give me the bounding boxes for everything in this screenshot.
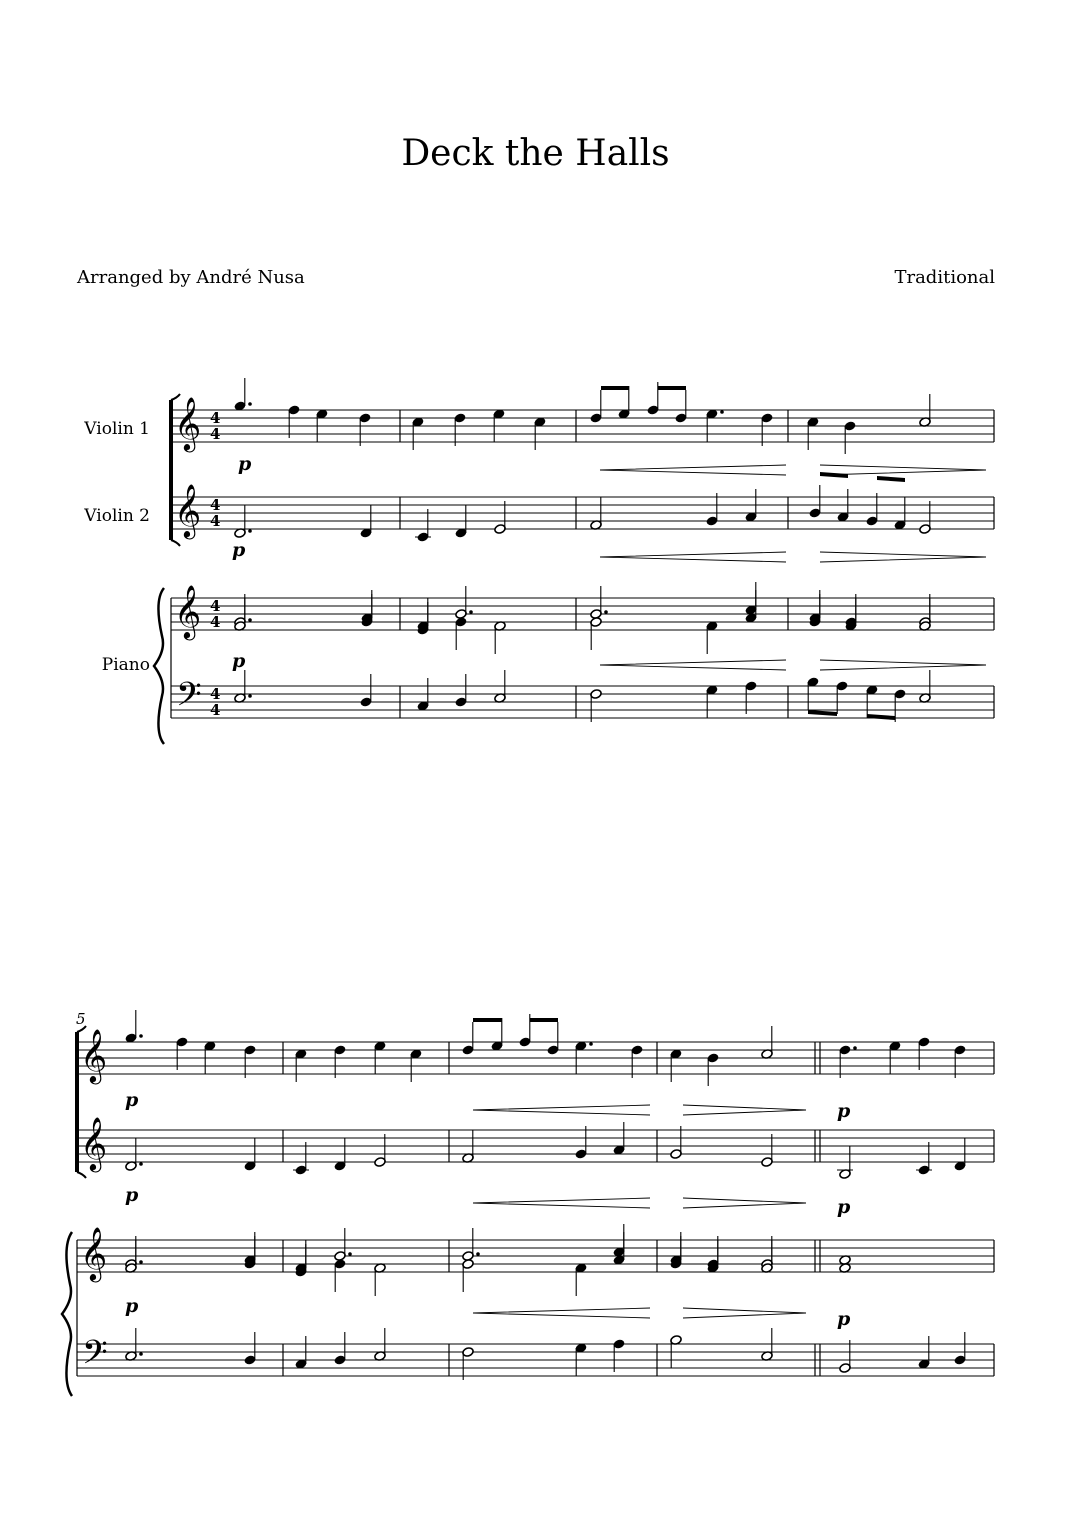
note-beam [530,1018,558,1022]
staff-violin-2-system-2 [77,1130,994,1162]
augmentation-dot [248,529,252,533]
time-signature-denominator: 4 [210,613,221,631]
dynamic-piano: p [125,1089,139,1111]
crescendo-hairpin [600,552,786,562]
crescendo-hairpin [600,660,786,670]
staff-piano-treble [171,598,994,630]
piano-brace [154,588,164,744]
note-beam [820,472,848,478]
bracket-hook-bottom [77,1172,86,1178]
decrescendo-hairpin [683,1308,806,1318]
crescendo-hairpin [473,1105,650,1115]
time-signature-numerator: 4 [210,496,221,514]
augmentation-dot [853,1046,857,1050]
decrescendo-hairpin [820,660,986,670]
time-signature-denominator: 4 [210,425,221,443]
augmentation-dot [604,610,608,614]
piano-brace [62,1232,72,1396]
decrescendo-hairpin [820,465,986,475]
crescendo-hairpin [473,1308,650,1318]
augmentation-dot [469,610,473,614]
note-beam [867,714,895,720]
augmentation-dot [139,1162,143,1166]
instrument-label-piano: Piano [101,655,150,675]
staff-violin-1 [171,410,994,442]
augmentation-dot [248,694,252,698]
time-signature-numerator: 4 [210,685,221,703]
note-beam [808,710,837,716]
time-signature-numerator: 4 [210,597,221,615]
augmentation-dot [248,618,252,622]
dynamic-piano: p [232,539,246,561]
note-beam [877,476,905,482]
dynamic-piano: p [125,1184,139,1206]
dynamic-piano: p [837,1196,851,1218]
decrescendo-hairpin [683,1105,806,1115]
treble-clef-icon: 𝄞 [174,584,202,638]
dynamic-piano: p [232,650,246,672]
treble-clef-icon: 𝄞 [80,1226,108,1280]
crescendo-hairpin [473,1198,650,1208]
decrescendo-hairpin [820,552,986,562]
augmentation-dot [139,1260,143,1264]
dynamic-piano: p [837,1308,851,1330]
note-beam [473,1018,502,1022]
page-title: Deck the Halls [401,133,670,174]
treble-clef-icon: 𝄞 [174,483,202,537]
instrument-label-violin-2: Violin 2 [84,506,150,526]
composer-credit: Traditional [894,267,995,288]
time-signature-denominator: 4 [210,701,221,719]
time-signature-numerator: 4 [210,409,221,427]
staff-piano-bass-system-2 [77,1344,994,1376]
treble-clef-icon: 𝄞 [80,1116,108,1170]
augmentation-dot [720,410,724,414]
staff-piano-treble-system-2 [77,1240,994,1272]
dynamic-piano: p [837,1100,851,1122]
bass-clef-icon: 𝄢 [176,676,202,722]
note-beam [658,386,686,390]
time-signature-denominator: 4 [210,512,221,530]
arranger-credit: Arranged by André Nusa [77,267,305,288]
measure-number: 5 [76,1010,86,1028]
treble-clef-icon: 𝄞 [174,396,202,450]
treble-clef-icon: 𝄞 [80,1028,108,1082]
augmentation-dot [248,402,252,406]
bass-clef-icon: 𝄢 [82,1334,108,1380]
dynamic-piano: p [125,1295,139,1317]
crescendo-hairpin [600,465,786,475]
bracket-hook-bottom [171,540,180,546]
augmentation-dot [348,1252,352,1256]
augmentation-dot [139,1352,143,1356]
decrescendo-hairpin [683,1198,806,1208]
augmentation-dot [139,1034,143,1038]
augmentation-dot [589,1042,593,1046]
dynamic-piano: p [238,453,252,475]
augmentation-dot [476,1252,480,1256]
instrument-label-violin-1: Violin 1 [84,419,150,439]
note-beam [601,386,629,390]
